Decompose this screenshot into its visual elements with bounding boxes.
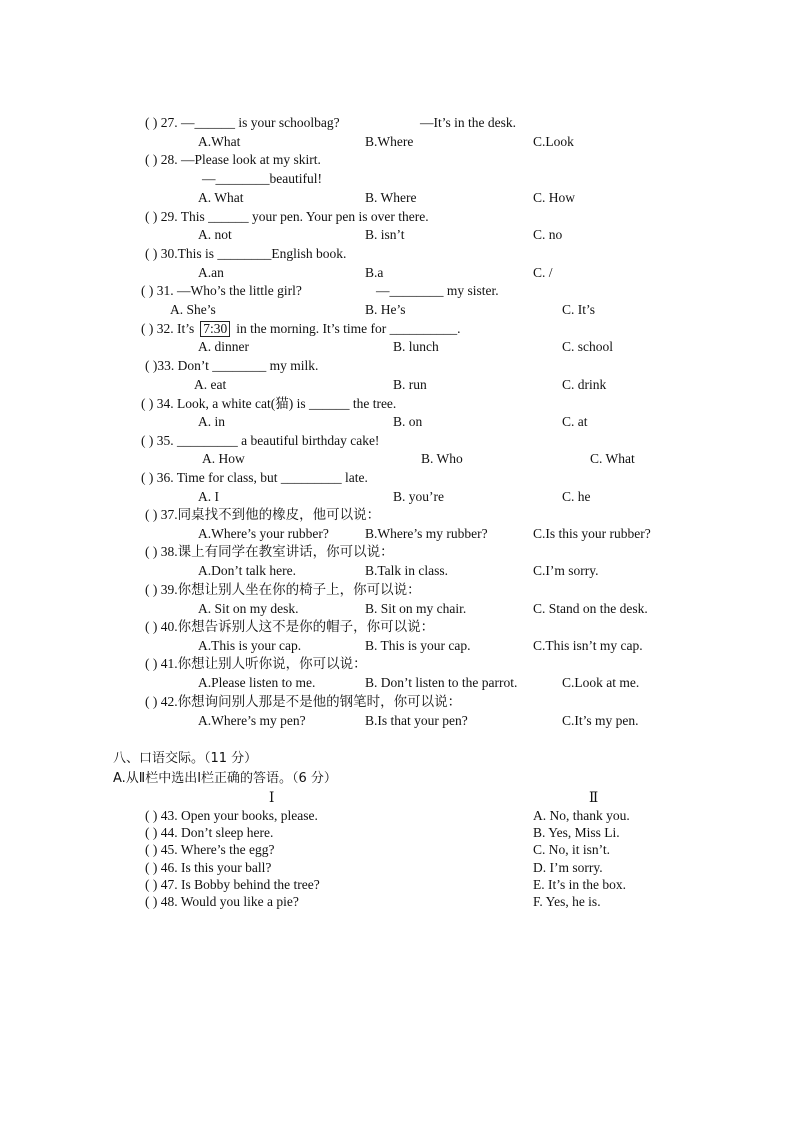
match-answer: A. No, thank you. bbox=[533, 808, 630, 823]
match-answer: B. Yes, Miss Li. bbox=[533, 825, 620, 840]
option-b: B. Sit on my chair. bbox=[365, 601, 467, 616]
option-a: A. eat bbox=[194, 377, 227, 392]
section-subtitle: A.从Ⅱ栏中选出Ⅰ栏正确的答语。（6 分） bbox=[113, 771, 337, 786]
option-a: A.an bbox=[198, 265, 224, 280]
question-text: ( ) 42.你想询问别人那是不是他的钢笔时，你可以说： bbox=[145, 694, 462, 709]
option-a: A. Sit on my desk. bbox=[198, 601, 299, 616]
option-b: B.Where bbox=[365, 134, 414, 149]
option-b: B. Where bbox=[365, 190, 417, 205]
question-text: ( ) 41.你想让别人听你说，你可以说： bbox=[145, 656, 367, 671]
question-text: ( ) 38.课上有同学在教室讲话，你可以说： bbox=[145, 544, 394, 559]
option-a: A. I bbox=[198, 489, 219, 504]
option-b: B. Don’t listen to the parrot. bbox=[365, 675, 518, 690]
question-text: ( )33. Don’t ________ my milk. bbox=[145, 358, 319, 373]
option-b: B.Talk in class. bbox=[365, 563, 449, 578]
option-c: C.Look at me. bbox=[562, 675, 640, 690]
match-question: ( ) 47. Is Bobby behind the tree? bbox=[145, 877, 320, 892]
option-a: A.Don’t talk here. bbox=[198, 563, 296, 578]
option-c: C. How bbox=[533, 190, 576, 205]
match-answer: F. Yes, he is. bbox=[533, 894, 601, 909]
match-question: ( ) 45. Where’s the egg? bbox=[145, 842, 275, 857]
option-c: C. at bbox=[562, 414, 588, 429]
question-text: ( ) 29. This ______ your pen. Your pen is over there. bbox=[145, 209, 429, 224]
match-answer: E. It’s in the box. bbox=[533, 877, 626, 892]
option-c: C. he bbox=[562, 489, 591, 504]
section-title: 八、口语交际。（11 分） bbox=[113, 751, 258, 766]
question-text: ( ) 37.同桌找不到他的橡皮，他可以说： bbox=[145, 507, 381, 522]
option-b: B. He’s bbox=[365, 302, 406, 317]
option-b: B. run bbox=[393, 377, 427, 392]
question-text-b: —It’s in the desk. bbox=[420, 115, 516, 130]
column-1-header: Ⅰ bbox=[269, 790, 275, 805]
match-question: ( ) 43. Open your books, please. bbox=[145, 808, 318, 823]
option-b: B.a bbox=[365, 265, 384, 280]
question-text: ( ) 39.你想让别人坐在你的椅子上，你可以说： bbox=[145, 582, 421, 597]
option-a: A.What bbox=[198, 134, 241, 149]
option-b: B.Where’s my rubber? bbox=[365, 526, 488, 541]
option-c: C.Look bbox=[533, 134, 574, 149]
question-text: ( ) 31. —Who’s the little girl? bbox=[141, 283, 302, 298]
time-box: 7:30 bbox=[200, 321, 230, 337]
question-text: ( ) 32. It’s bbox=[141, 321, 195, 336]
option-b: B. on bbox=[393, 414, 423, 429]
option-c: C.It’s my pen. bbox=[562, 713, 639, 728]
option-c: C. What bbox=[590, 451, 635, 466]
match-question: ( ) 48. Would you like a pie? bbox=[145, 894, 299, 909]
option-a: A. She’s bbox=[170, 302, 216, 317]
match-answer: D. I’m sorry. bbox=[533, 860, 603, 875]
option-b: B.Is that your pen? bbox=[365, 713, 468, 728]
option-c: C.This isn’t my cap. bbox=[533, 638, 643, 653]
option-c: C. school bbox=[562, 339, 614, 354]
option-c: C.I’m sorry. bbox=[533, 563, 599, 578]
option-a: A. How bbox=[202, 451, 245, 466]
option-c: C. / bbox=[533, 265, 553, 280]
match-question: ( ) 44. Don’t sleep here. bbox=[145, 825, 274, 840]
option-a: A.Where’s your rubber? bbox=[198, 526, 329, 541]
question-text-b: —________ my sister. bbox=[376, 283, 499, 298]
question-text: ( ) 30.This is ________English book. bbox=[145, 246, 347, 261]
option-a: A. in bbox=[198, 414, 225, 429]
option-a: A.Where’s my pen? bbox=[198, 713, 306, 728]
option-a: A. dinner bbox=[198, 339, 249, 354]
option-c: C. no bbox=[533, 227, 563, 242]
option-b: B. This is your cap. bbox=[365, 638, 471, 653]
option-b: B. Who bbox=[421, 451, 463, 466]
option-a: A. What bbox=[198, 190, 244, 205]
question-text: ( ) 27. —______ is your schoolbag? bbox=[145, 115, 340, 130]
question-text-b: in the morning. It’s time for __________. bbox=[236, 321, 461, 336]
question-text-2: —________beautiful! bbox=[202, 171, 322, 186]
match-question: ( ) 46. Is this your ball? bbox=[145, 860, 272, 875]
option-a: A. not bbox=[198, 227, 232, 242]
option-b: B. lunch bbox=[393, 339, 439, 354]
question-text: ( ) 28. —Please look at my skirt. bbox=[145, 152, 321, 167]
option-a: A.Please listen to me. bbox=[198, 675, 316, 690]
option-b: B. you’re bbox=[393, 489, 444, 504]
match-answer: C. No, it isn’t. bbox=[533, 842, 611, 857]
option-c: C. It’s bbox=[562, 302, 596, 317]
option-c: C. drink bbox=[562, 377, 607, 392]
question-text: ( ) 40.你想告诉别人这不是你的帽子，你可以说： bbox=[145, 619, 435, 634]
option-c: C. Stand on the desk. bbox=[533, 601, 648, 616]
option-b: B. isn’t bbox=[365, 227, 405, 242]
question-text: ( ) 35. _________ a beautiful birthday cake! bbox=[141, 433, 380, 448]
question-text: ( ) 34. Look, a white cat(猫) is ______ the tree. bbox=[141, 396, 397, 411]
option-c: C.Is this your rubber? bbox=[533, 526, 651, 541]
option-a: A.This is your cap. bbox=[198, 638, 302, 653]
question-text: ( ) 36. Time for class, but _________ late. bbox=[141, 470, 368, 485]
column-2-header: Ⅱ bbox=[589, 790, 599, 805]
